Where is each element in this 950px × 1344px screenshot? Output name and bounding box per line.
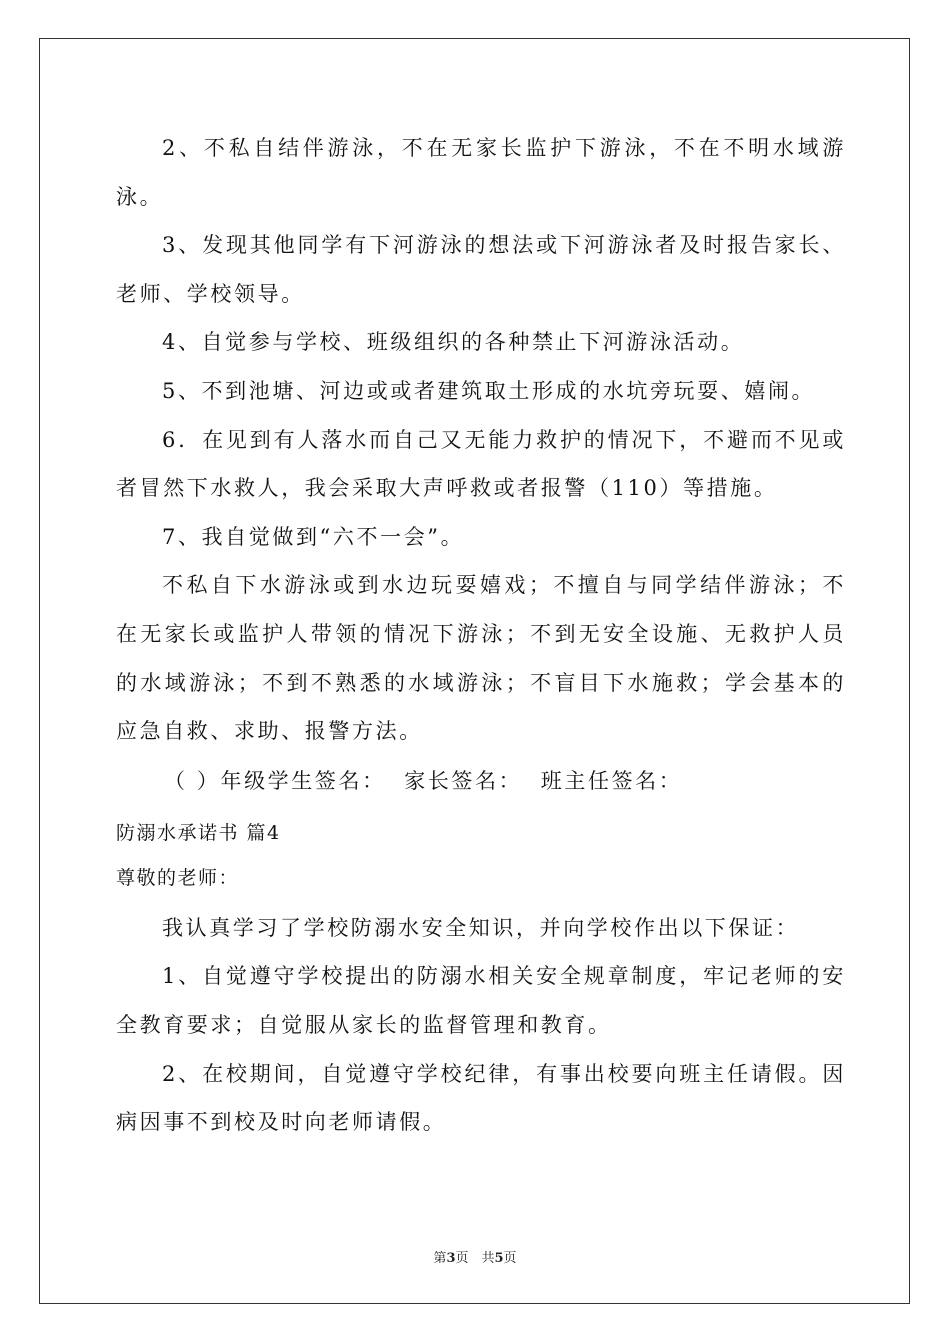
paragraph: 5、不到池塘、河边或或者建筑取土形成的水坑旁玩耍、嬉闹。 xyxy=(162,378,816,403)
paragraph: 我认真学习了学校防溺水安全知识，并向学校作出以下保证： xyxy=(162,915,800,940)
paragraph: 7、我自觉做到“六不一会”。 xyxy=(162,524,465,549)
paragraph: 2、不私自结伴游泳，不在无家长监护下游泳，不在不明水域游泳。 xyxy=(116,136,846,209)
paragraph: 2、在校期间，自觉遵守学校纪律，有事出校要向班主任请假。因病因事不到校及时向老师请假。 xyxy=(116,1061,846,1135)
signature-line: （ ）年级学生签名： 家长签名： 班主任签名： xyxy=(164,768,683,793)
page-suffix: 页 xyxy=(503,1251,517,1266)
current-page-number: 3 xyxy=(446,1251,456,1266)
paragraph: 3、发现其他同学有下河游泳的想法或下河游泳者及时报告家长、老师、学校领导。 xyxy=(116,233,846,306)
document-body xyxy=(116,124,846,1147)
section-heading: 防溺水承诺书 篇4 xyxy=(116,821,281,844)
paragraph: 4、自觉参与学校、班级组织的各种禁止下河游泳活动。 xyxy=(162,330,745,355)
page-mid: 页 共 xyxy=(455,1251,495,1266)
salutation: 尊敬的老师： xyxy=(116,866,240,889)
paragraph: 6．在见到有人落水而自己又无能力救护的情况下，不避而不见或者冒然下水救人，我会采取大声呼救或者报警（110）等措施。 xyxy=(116,427,846,501)
total-page-number: 5 xyxy=(494,1251,504,1266)
paragraph: 1、自觉遵守学校提出的防溺水相关安全规章制度，牢记老师的安全教育要求；自觉服从家长的监督管理和教育。 xyxy=(116,964,846,1037)
paragraph: 不私自下水游泳或到水边玩耍嬉戏；不擅自与同学结伴游泳；不在无家长或监护人带领的情况下游泳；不到无安全设施、无救护人员的水域游泳；不到不熟悉的水域游泳；不盲目下水施救；学会基本的应急自救、求助、报警方法。 xyxy=(116,573,846,744)
page-footer xyxy=(0,1247,950,1266)
page-prefix: 第 xyxy=(433,1251,447,1266)
